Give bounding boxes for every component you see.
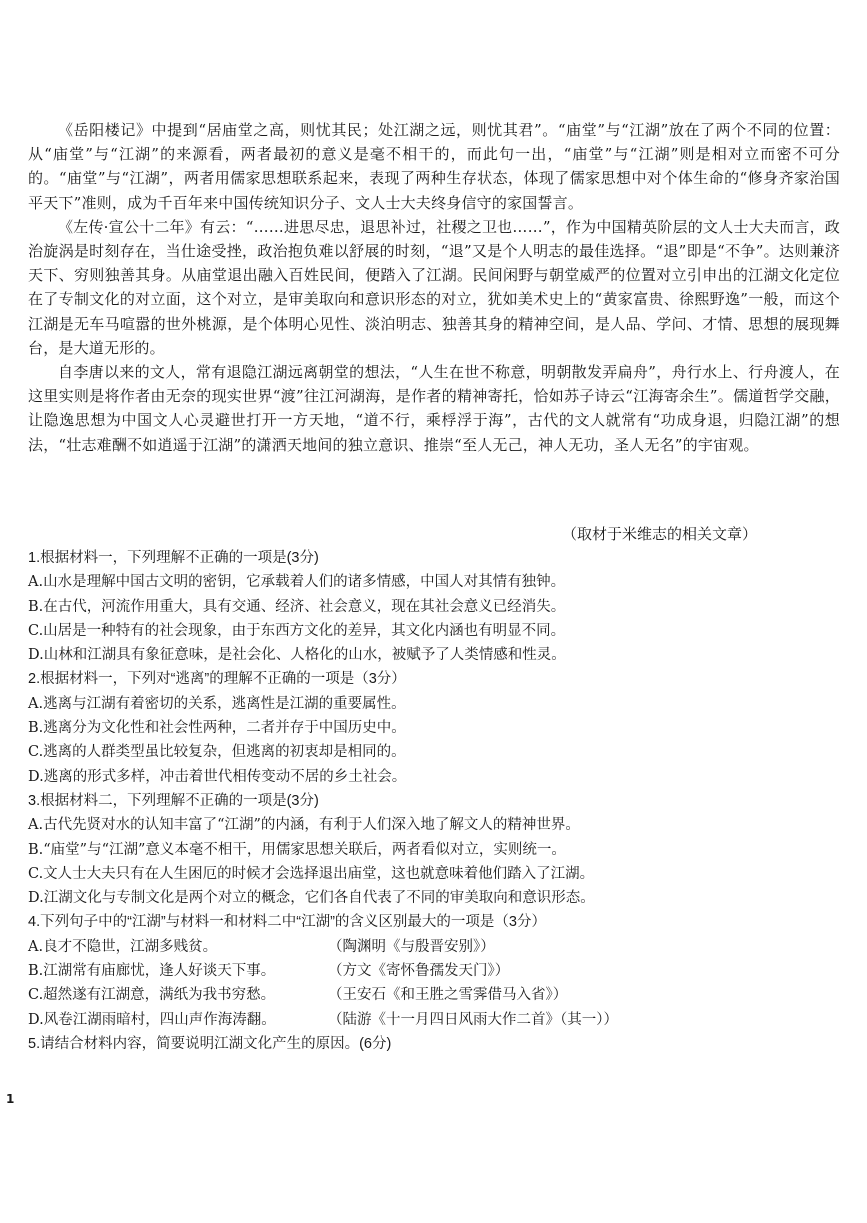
question-option: [28, 959, 840, 983]
reading-passage: [28, 118, 840, 457]
question-option: A.山水是理解中国古文明的密钥，它承载着人们的诸多情感，中国人对其情有独钟。: [28, 574, 566, 591]
option-citation: （陆游《十一月四日风雨大作二首》（其一））: [328, 1011, 618, 1028]
question-option: [28, 983, 840, 1007]
question-option: C.文人士大夫只有在人生困厄的时候才会选择退出庙堂，这也就意味着他们踏入了江湖。: [28, 865, 595, 882]
question-option: B.逃离分为文化性和社会性两种，二者并存于中国历史中。: [28, 720, 406, 737]
question-list: [28, 546, 840, 1056]
passage-paragraph: 《左传·宣公十二年》有云：“……进思尽忠，退思补过，社稷之卫也……”，作为中国精英阶层的文人士大夫而言，政治旋涡是时刻存在，当仕途受挫，政治抱负难以舒展的时刻，“退”又是个人明志的最佳选择。“退”即是“不争”。达则兼济天下、穷则独善其身。从庙堂退出融入百姓民间，便踏入了江湖。民间闲野与朝堂威严的位置对立引申出的江湖文化定位在了专制文化的对立面，这个对立，是审美取向和意识形态的对立，犹如美术史上的“黄家富贵、徐熙野逸”一般，而这个江湖是无车马喧嚣的世外桃源，是个体明心见性、淡泊明志、独善其身的精神空间，是人品、学问、才情、思想的展现舞台，是大道无形的。: [28, 217, 840, 357]
question-stem: 1.根据材料一，下列理解不正确的一项是(3分): [28, 550, 319, 566]
question-5: [28, 1032, 840, 1056]
passage-source: （取材于米维志的相关文章）: [561, 525, 757, 543]
option-citation: （陶渊明《与殷晋安别》）: [328, 938, 495, 955]
passage-paragraph: 自李唐以来的文人，常有退隐江湖远离朝堂的想法，“人生在世不称意，明朝散发弄扁舟”，舟行水上、行舟渡人，在这里实则是将作者由无奈的现实世界“渡”往江河湖海，是作者的精神寄托，恰如苏子诗云“江海寄余生”。儒道哲学交融，让隐逸思想为中国文人心灵避世打开一方天地，“道不行，乘桴浮于海”，古代的文人就常有“功成身退，归隐江湖”的想法，“壮志难酬不如逍遥于江湖”的潇洒天地间的独立意识、推崇“至人无己，神人无功，圣人无名”的宇宙观。: [28, 363, 840, 454]
option-text: D.风卷江湖雨暗村，四山声作海涛翻。: [28, 1011, 276, 1028]
option-citation: （方文《寄怀鲁孺发天门》）: [328, 963, 510, 980]
question-option: A.古代先贤对水的认知丰富了“江湖”的内涵，有利于人们深入地了解文人的精神世界。: [28, 817, 580, 834]
option-text: B.江湖常有庙廊忧，逢人好谈天下事。: [28, 963, 276, 980]
option-citation: （王安石《和王胜之雪霁借马入省》）: [328, 987, 568, 1004]
question-option: A.逃离与江湖有着密切的关系，逃离性是江湖的重要属性。: [28, 695, 406, 712]
option-text: C.超然遂有江湖意，满纸为我书穷愁。: [28, 987, 276, 1004]
question-2: [28, 667, 840, 788]
question-3: [28, 789, 840, 910]
question-stem: 5.请结合材料内容，简要说明江湖文化产生的原因。(6分): [28, 1035, 392, 1052]
option-text: A.良才不隐世，江湖多贱贫。: [28, 938, 218, 955]
question-option: D.逃离的形式多样，冲击着世代相传变动不居的乡土社会。: [28, 768, 407, 785]
question-option: B.“庙堂”与“江湖”意义本毫不相干，用儒家思想关联后，两者看似对立，实则统一。: [28, 841, 566, 858]
question-option: C.逃离的人群类型虽比较复杂，但逃离的初衷却是相同的。: [28, 744, 406, 761]
question-1: [28, 546, 840, 667]
question-option: B.在古代，河流作用重大，具有交通、经济、社会意义，现在其社会意义已经消失。: [28, 598, 566, 615]
question-4: [28, 910, 840, 1031]
page-number: 1: [6, 1092, 15, 1106]
question-option: D.山林和江湖具有象征意味，是社会化、人格化的山水，被赋予了人类情感和性灵。: [28, 647, 566, 664]
question-option: C.山居是一种特有的社会现象，由于东西方文化的差异，其文化内涵也有明显不同。: [28, 622, 566, 639]
passage-paragraph: 《岳阳楼记》中提到“居庙堂之高，则忧其民；处江湖之远，则忧其君”。“庙堂”与“江湖”放在了两个不同的位置：从“庙堂”与“江湖”的来源看，两者最初的意义是毫不相干的，而此句一出，“庙堂”与“江湖”则是相对立而密不可分的。“庙堂”与“江湖”，两者用儒家思想联系起来，表现了两种生存状态，体现了儒家思想中对个体生命的“修身齐家治国平天下”准则，成为千百年来中国传统知识分子、文人士大夫终身信守的家国誓言。: [28, 121, 840, 212]
question-stem: 4.下列句子中的“江湖”与材料一和材料二中“江湖”的含义区别最大的一项是（3分）: [28, 914, 546, 931]
question-option: [28, 935, 840, 959]
question-option: D.江湖文化与专制文化是两个对立的概念，它们各自代表了不同的审美取向和意识形态。: [28, 890, 595, 907]
question-stem: 3.根据材料二，下列理解不正确的一项是(3分): [28, 792, 319, 809]
question-stem: 2.根据材料一，下列对“逃离”的理解不正确的一项是（3分）: [28, 671, 406, 688]
question-option: [28, 1008, 840, 1032]
